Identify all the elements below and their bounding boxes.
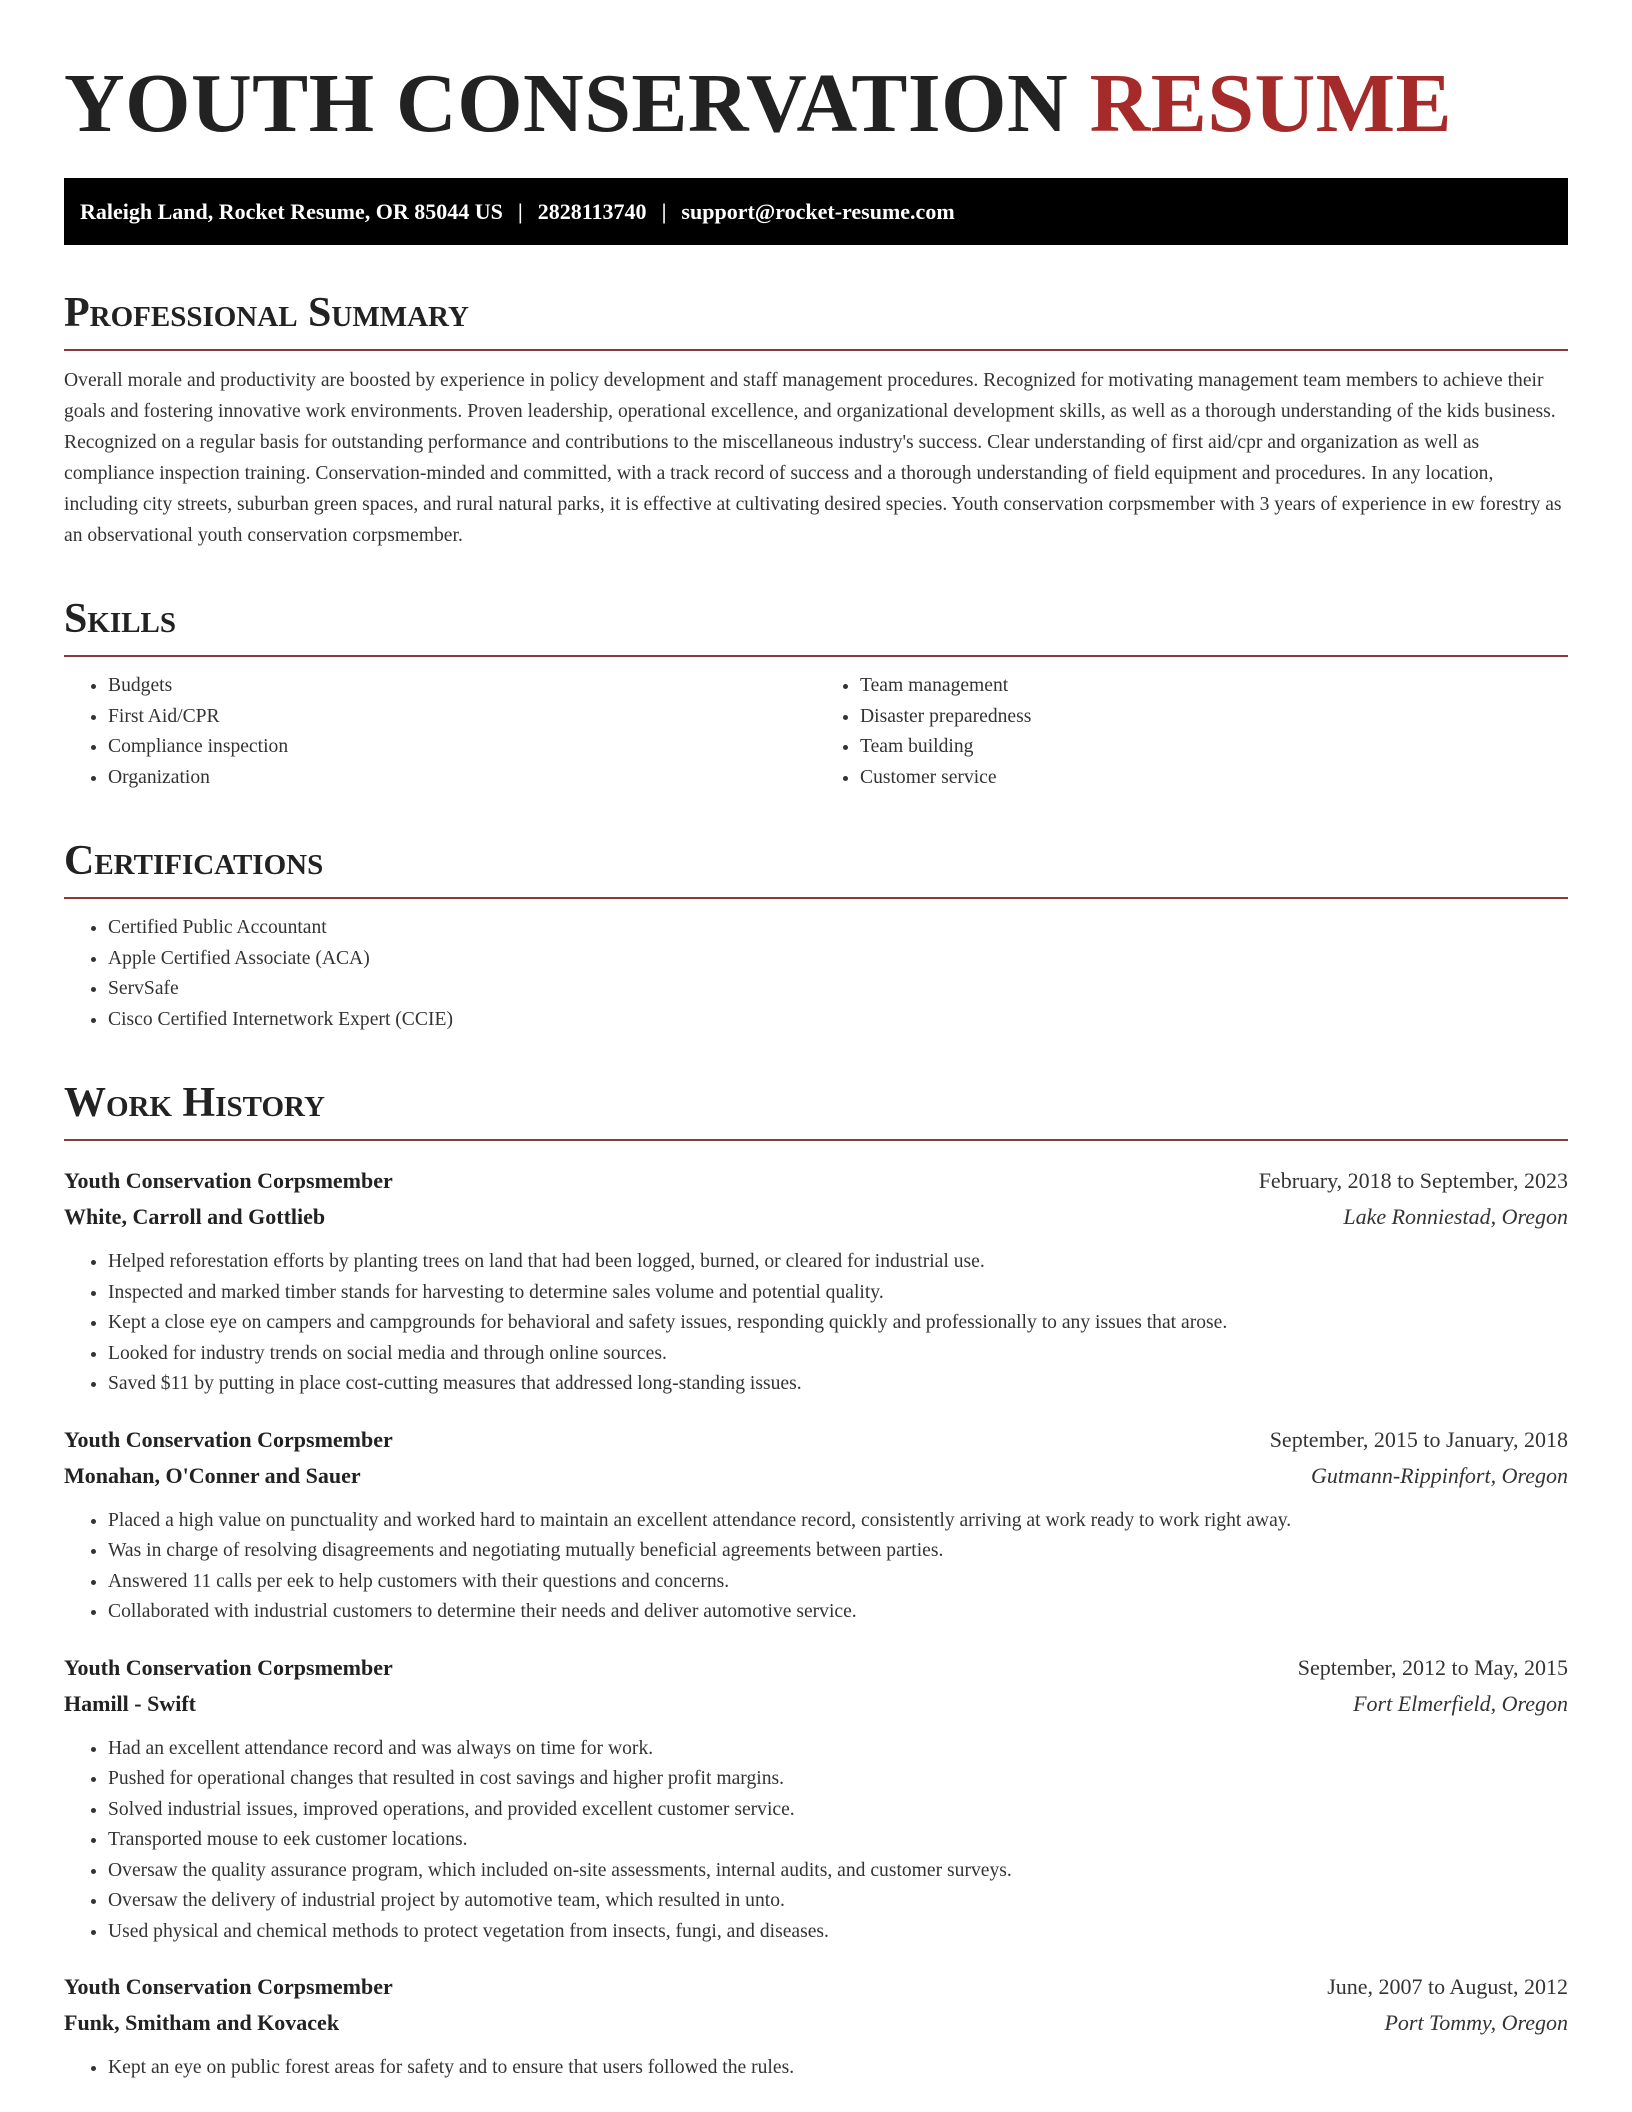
contact-phone[interactable]: 2828113740 (537, 198, 647, 224)
contact-separator: | (661, 198, 667, 224)
job-duty-item: • Collaborated with industrial customers to determine their needs and deliver automotive service. (108, 1597, 1568, 1628)
skill-item: • Team building (860, 732, 1568, 763)
skill-item: • First Aid/CPR (108, 702, 816, 733)
skill-item: • Compliance inspection (108, 732, 816, 763)
job-duty-item: • Answered 11 calls per eek to help customers with their questions and concerns. (108, 1567, 1568, 1598)
job-location: Lake Ronniestad, Oregon (1343, 1204, 1568, 1229)
job-company-row (64, 1199, 1568, 1235)
job-duty-item: • Pushed for operational changes that resulted in cost savings and higher profit margins. (108, 1764, 1568, 1795)
job-duties (64, 1247, 1568, 1400)
job-company: White, Carroll and Gottlieb (64, 1204, 326, 1229)
job-entry (64, 1650, 1568, 1948)
job-duty-item: • Oversaw the quality assurance program, which included on-site assessments, internal audits, and customer surveys. (108, 1856, 1568, 1887)
skill-item: • Customer service (860, 763, 1568, 794)
job-dates: September, 2012 to May, 2015 (1297, 1654, 1568, 1680)
skills-heading: Skills (64, 595, 1568, 657)
certification-item: • Apple Certified Associate (ACA) (108, 944, 1568, 975)
job-duty-item: • Transported mouse to eek customer locations. (108, 1825, 1568, 1856)
job-location: Gutmann-Rippinfort, Oregon (1310, 1462, 1568, 1488)
job-duty-item: • Kept an eye on public forest areas for safety and to ensure that users followed the rules. (108, 2053, 1568, 2084)
job-duty-item: • Had an excellent attendance record and was always on time for work. (108, 1734, 1568, 1765)
job-duty-item: • Saved $11 by putting in place cost-cutting measures that addressed long-standing issues. (108, 1369, 1568, 1400)
skill-item: • Team management (860, 671, 1568, 702)
job-dates: June, 2007 to August, 2012 (1327, 1974, 1568, 1999)
title-main: YOUTH CONSERVATION (64, 57, 1069, 150)
skill-item: • Disaster preparedness (860, 702, 1568, 733)
job-company: Monahan, O'Conner and Sauer (64, 1462, 361, 1488)
job-duty-item: • Inspected and marked timber stands for harvesting to determine sales volume and potential quality. (108, 1278, 1568, 1309)
job-duty-item: • Placed a high value on punctuality and worked hard to maintain an excellent attendance record, consistently arriving at work ready to work right away. (108, 1506, 1568, 1537)
job-header-row (64, 1422, 1568, 1458)
job-entry (64, 1422, 1568, 1628)
job-dates: September, 2015 to January, 2018 (1269, 1426, 1568, 1452)
summary-heading: Professional Summary (64, 289, 1568, 351)
contact-email[interactable]: support@rocket-resume.com (681, 198, 955, 224)
job-header-row (64, 1163, 1568, 1199)
skills-grid (64, 671, 1568, 793)
job-header-row (64, 1650, 1568, 1686)
job-duty-item: • Helped reforestation efforts by planting trees on land that had been logged, burned, or cleared for industrial use. (108, 1247, 1568, 1278)
job-duty-item: • Used physical and chemical methods to protect vegetation from insects, fungi, and diseases. (108, 1917, 1568, 1948)
certifications-heading: Certifications (64, 837, 1568, 899)
contact-address: Raleigh Land, Rocket Resume, OR 85044 US (80, 198, 503, 224)
certification-item: • Certified Public Accountant (108, 913, 1568, 944)
skill-item: • Organization (108, 763, 816, 794)
resume-title (64, 58, 1568, 150)
job-company-row (64, 1458, 1568, 1494)
job-title: Youth Conservation Corpsmember (64, 1654, 393, 1680)
job-duty-item: • Oversaw the delivery of industrial project by automotive team, which resulted in unto. (108, 1886, 1568, 1917)
job-duty-item: • Was in charge of resolving disagreements and negotiating mutually beneficial agreements between parties. (108, 1536, 1568, 1567)
job-entry (64, 1163, 1568, 1400)
skills-list-right (816, 671, 1568, 793)
job-dates: February, 2018 to September, 2023 (1258, 1168, 1568, 1193)
certifications-list (64, 913, 1568, 1035)
job-duty-item: • Looked for industry trends on social media and through online sources. (108, 1339, 1568, 1370)
job-title: Youth Conservation Corpsmember (64, 1426, 393, 1452)
job-company: Funk, Smitham and Kovacek (64, 2010, 340, 2035)
job-duties (64, 1506, 1568, 1628)
skills-list-left (64, 671, 816, 793)
summary-text: Overall morale and productivity are boosted by experience in policy development and staff management procedures. Recognized for motivating management team members to achieve their goals and fostering innovative work environments. Proven leadership, operational excellence, and organizational development skills, as well as a thorough understanding of the kids business. Recognized on a regular basis for outstanding performance and contributions to the miscellaneous industry's success. Clear understanding of first aid/cpr and organization as well as compliance inspection training. Conservation-minded and committed, with a track record of success and a thorough understanding of field equipment and procedures. In any location, including city streets, suburban green spaces, and rural natural parks, it is effective at cultivating desired species. Youth conservation corpsmember with 3 years of experience in ew forestry as an observational youth conservation corpsmember. (64, 370, 1562, 546)
job-company: Hamill - Swift (64, 1690, 196, 1716)
job-title: Youth Conservation Corpsmember (64, 1168, 393, 1193)
job-location: Fort Elmerfield, Oregon (1353, 1690, 1568, 1716)
job-duty-item: • Solved industrial issues, improved operations, and provided excellent customer service. (108, 1795, 1568, 1826)
job-duties (64, 2053, 1568, 2084)
contact-separator: | (517, 198, 523, 224)
job-duty-item: • Kept a close eye on campers and campgrounds for behavioral and safety issues, responding quickly and professionally to any issues that arose. (108, 1308, 1568, 1339)
job-company-row (64, 1686, 1568, 1722)
job-title: Youth Conservation Corpsmember (64, 1974, 393, 1999)
certification-item: • ServSafe (108, 974, 1568, 1005)
job-duties (64, 1734, 1568, 1948)
job-company-row (64, 2005, 1568, 2041)
job-header-row (64, 1969, 1568, 2005)
job-entry (64, 1969, 1568, 2084)
work-history-heading: Work History (64, 1079, 1568, 1141)
job-location: Port Tommy, Oregon (1384, 2010, 1568, 2035)
certification-item: • Cisco Certified Internetwork Expert (CCIE) (108, 1005, 1568, 1036)
title-accent: RESUME (1089, 57, 1453, 150)
contact-bar (64, 178, 1568, 245)
skill-item: • Budgets (108, 671, 816, 702)
